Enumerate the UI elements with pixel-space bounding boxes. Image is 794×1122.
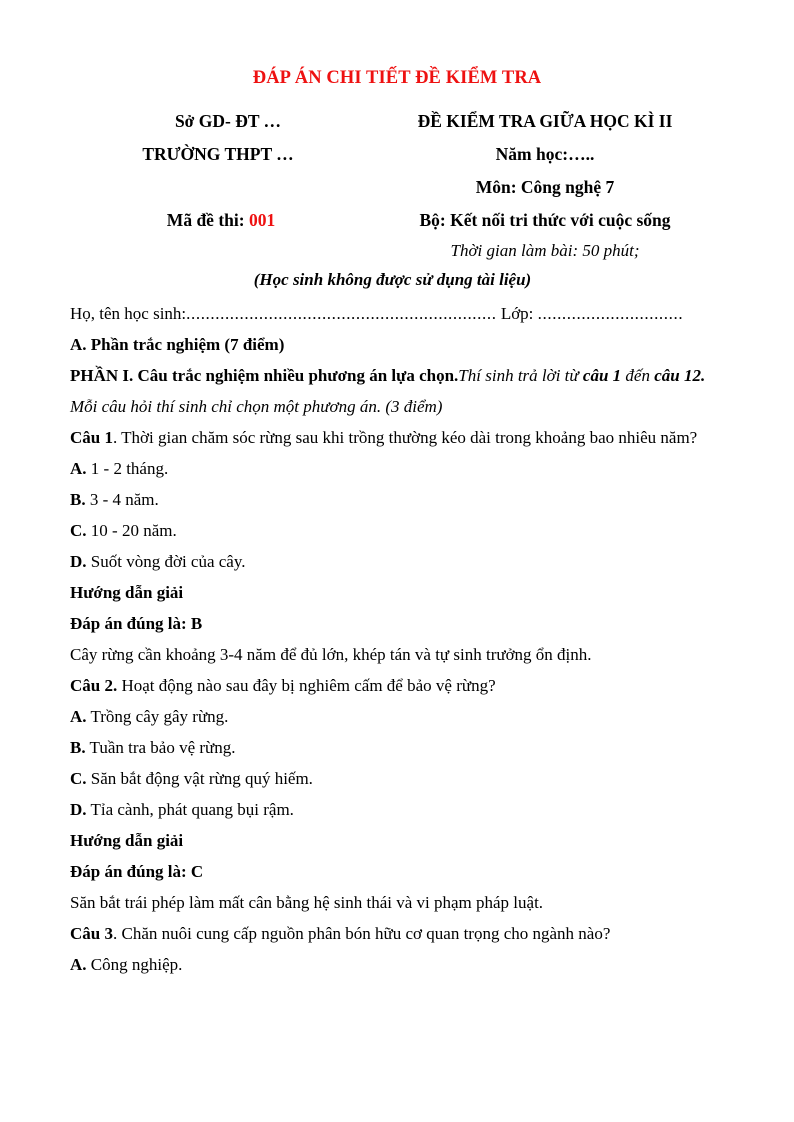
question-option[interactable] (70, 732, 710, 763)
curriculum-name: Bộ: Kết nối tri thức với cuộc sống (419, 210, 671, 230)
question-option[interactable] (70, 484, 710, 515)
exam-duration-note: Thời gian làm bài: 50 phút; (450, 241, 640, 260)
option-letter: A. (70, 955, 87, 974)
document-body (70, 298, 710, 980)
header-left-spacer (70, 171, 370, 204)
exam-header-right-column (375, 105, 715, 237)
option-letter: B. (70, 490, 86, 509)
question-number: Câu 1 (70, 428, 113, 447)
exam-title: ĐỀ KIỂM TRA GIỮA HỌC KÌ II (417, 111, 673, 131)
option-text: 1 - 2 tháng. (86, 459, 169, 478)
school-year: Năm học:….. (495, 144, 595, 164)
department-name: Sở GD- ĐT … (174, 111, 282, 131)
document-title: ĐÁP ÁN CHI TIẾT ĐỀ KIỂM TRA (252, 68, 542, 88)
option-text: Tỉa cành, phát quang bụi rậm. (86, 800, 294, 819)
no-materials-note: (Học sinh không được sử dụng tài liệu) (253, 270, 532, 289)
question-stem (70, 670, 710, 701)
option-text: Tuần tra bảo vệ rừng. (85, 738, 236, 757)
part-i-instruction-3: Mỗi câu hỏi thí sinh chỉ chọn một phương án. (3 điểm) (70, 397, 443, 416)
option-text: 3 - 4 năm. (85, 490, 159, 509)
exam-code-row (72, 204, 370, 237)
solution-explanation: Săn bắt trái phép làm mất cân bằng hệ sinh thái và vi phạm pháp luật. (70, 893, 544, 912)
question-text: Chăn nuôi cung cấp nguồn phân bón hữu cơ quan trọng cho ngành nào? (117, 924, 611, 943)
student-name-dots: ................................................................ (186, 304, 497, 323)
option-text: Trồng cây gây rừng. (86, 707, 229, 726)
option-text: Săn bắt động vật rừng quý hiếm. (86, 769, 313, 788)
question-option[interactable] (70, 546, 710, 577)
subject-name: Môn: Công nghệ 7 (475, 177, 615, 197)
question-text: Thời gian chăm sóc rừng sau khi trồng thường kéo dài trong khoảng bao nhiêu năm? (117, 428, 698, 447)
student-info-line (70, 298, 710, 329)
question-stem (70, 918, 710, 949)
solution-guide-heading: Hướng dẫn giải (70, 583, 184, 602)
exam-code-value: 001 (248, 210, 276, 230)
question-option[interactable] (70, 949, 710, 980)
question-option[interactable] (70, 453, 710, 484)
option-letter: D. (70, 800, 87, 819)
part-i-range-end: câu 12. (654, 366, 706, 385)
exam-header (70, 105, 715, 230)
option-text: Suốt vòng đời của cây. (86, 552, 246, 571)
class-dots: .............................. (537, 304, 684, 323)
option-text: Công nghiệp. (86, 955, 183, 974)
option-letter: D. (70, 552, 87, 571)
part-i-instruction-1: Thí sinh trả lời từ (458, 366, 583, 385)
option-letter: B. (70, 738, 86, 757)
exam-header-left-column (70, 105, 370, 237)
section-part-a-heading: A. Phần trắc nghiệm (7 điểm) (70, 335, 285, 354)
correct-answer-label: Đáp án đúng là: C (70, 862, 204, 881)
option-letter: C. (70, 769, 87, 788)
question-option[interactable] (70, 763, 710, 794)
question-option[interactable] (70, 515, 710, 546)
correct-answer-label: Đáp án đúng là: B (70, 614, 203, 633)
question-stem (70, 422, 710, 453)
option-letter: A. (70, 707, 87, 726)
part-i-range-start: câu 1 (582, 366, 622, 385)
question-option[interactable] (70, 794, 710, 825)
question-number: Câu 3 (70, 924, 113, 943)
part-i-bold-text: PHẦN I. Câu trắc nghiệm nhiều phương án lựa chọn. (70, 366, 459, 385)
question-number-separator: . (112, 428, 118, 447)
section-part-i-heading (70, 360, 710, 422)
solution-guide-heading: Hướng dẫn giải (70, 831, 184, 850)
question-number-separator: . (112, 924, 118, 943)
question-text: Hoạt động nào sau đây bị nghiêm cấm để bảo vệ rừng? (117, 676, 496, 695)
school-name: TRƯỜNG THPT … (142, 144, 294, 164)
option-letter: C. (70, 521, 87, 540)
option-text: 10 - 20 năm. (86, 521, 177, 540)
question-number: Câu 2. (70, 676, 118, 695)
student-name-label: Họ, tên học sinh: (70, 304, 187, 323)
class-label: Lớp: (500, 304, 534, 323)
solution-explanation: Cây rừng cần khoảng 3-4 năm để đủ lớn, khép tán và tự sinh trưởng ổn định. (70, 645, 592, 664)
part-i-instruction-2: đến (621, 366, 655, 385)
option-letter: A. (70, 459, 87, 478)
question-option[interactable] (70, 701, 710, 732)
exam-code-label: Mã đề thi: (166, 210, 245, 230)
